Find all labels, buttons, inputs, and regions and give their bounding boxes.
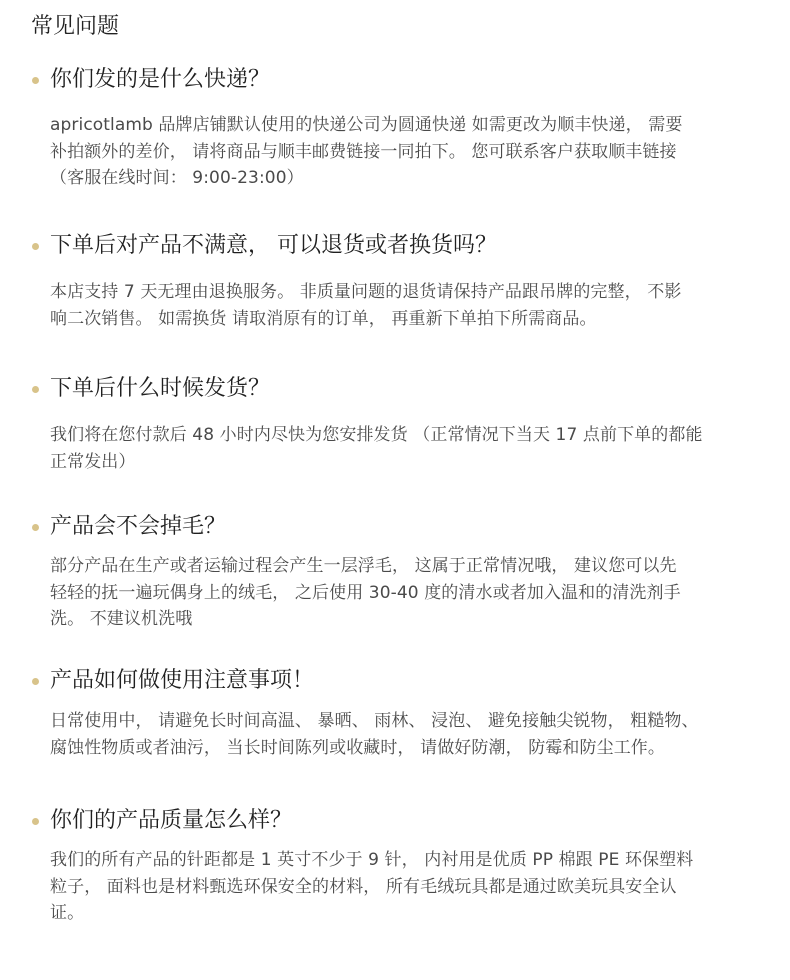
bullet-dot [32, 524, 39, 531]
bullet-dot [32, 243, 39, 250]
answer-line: 腐蚀性物质或者油污， 当长时间陈列或收藏时， 请做好防潮， 防霉和防尘工作。 [50, 737, 666, 758]
faq-answer [50, 708, 755, 761]
answer-line: 补拍额外的差价， 请将商品与顺丰邮费链接一同拍下。 您可联系客户获取顺丰链接 [50, 141, 677, 162]
answer-line: 证。 [50, 903, 85, 923]
answer-line: 我们将在您付款后 48 小时内尽快为您安排发货 （正常情况下当天 17 点前下单的都能 [50, 425, 703, 445]
answer-line: 我们的所有产品的针距都是 1 英寸不少于 9 针， 内衬用是优质 PP 棉跟 PE 环保塑料 [50, 850, 694, 870]
answer-line: 本店支持 7 天无理由退换服务。 非质量问题的退货请保持产品跟吊牌的完整， 不影 [50, 282, 682, 302]
faq-question: 产品会不会掉毛？ [50, 514, 227, 539]
faq-question: 下单后对产品不满意， 可以退货或者换货吗？ [50, 233, 497, 258]
answer-line: 日常使用中， 请避免长时间高温、 暴晒、 雨林、 浸泡、 避免接触尖锐物， 粗糙物、 [50, 711, 699, 731]
answer-line: 粒子， 面料也是材料甄选环保安全的材料， 所有毛绒玩具都是通过欧美玩具安全认 [50, 876, 677, 897]
faq-question: 你们的产品质量怎么样？ [50, 808, 293, 833]
bullet-dot [32, 818, 39, 825]
answer-line: 正常发出） [50, 451, 136, 472]
faq-answer [50, 847, 755, 927]
faq-question: 下单后什么时候发货？ [50, 376, 271, 401]
answer-line: （客服在线时间： 9:00-23:00） [50, 168, 304, 188]
faq-answer [50, 112, 755, 192]
answer-line: 响二次销售。 如需换货 请取消原有的订单， 再重新下单拍下所需商品。 [50, 308, 597, 329]
faq-question: 你们发的是什么快递？ [50, 67, 271, 92]
answer-line: 洗。 不建议机洗哦 [50, 609, 193, 629]
bullet-dot [32, 77, 39, 84]
faq-answer [50, 279, 755, 332]
faq-question: 产品如何做使用注意事项！ [50, 668, 315, 693]
answer-line: 轻轻的抚一遍玩偶身上的绒毛， 之后使用 30-40 度的清水或者加入温和的清洗剂手 [50, 582, 681, 603]
faq-answer [50, 553, 755, 633]
answer-line: 部分产品在生产或者运输过程会产生一层浮毛， 这属于正常情况哦， 建议您可以先 [50, 556, 677, 576]
answer-line: apricotlamb 品牌店铺默认使用的快递公司为圆通快递 如需更改为顺丰快递， 需要 [50, 115, 683, 135]
bullet-dot [32, 386, 39, 393]
faq-answer [50, 422, 755, 475]
bullet-dot [32, 678, 39, 685]
page-title: 常见问题 [31, 14, 120, 39]
